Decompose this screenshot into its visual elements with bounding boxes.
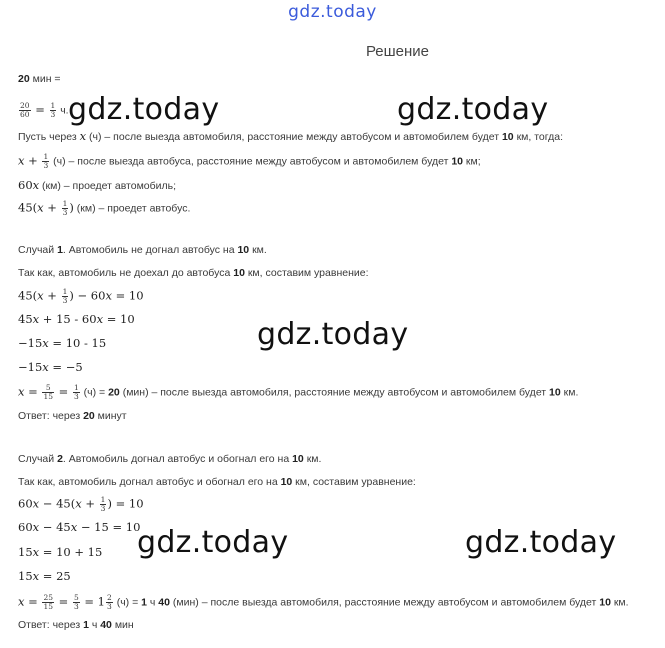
- case1-eq4: −15x = −5: [18, 360, 83, 374]
- case2-eq4: 15x = 25: [18, 569, 71, 583]
- line-minutes: 20 мин =: [18, 73, 61, 85]
- page-heading: Решение: [365, 43, 430, 60]
- watermark: gdz.today: [397, 92, 549, 127]
- case1-since: Так как, автомобиль не доехал до автобуса 10 км, составим уравнение:: [18, 267, 369, 279]
- case1-eq5: x = $\frac{5}{15}$ = $\frac{1}{3}$ (ч) = 20 (мин) – после выезда автомобиля, расстояние между автобусом и автомобилем будет 10 км.: [18, 383, 579, 401]
- case2-eq2: 60x − 45x − 15 = 10: [18, 520, 141, 534]
- line-bus-distance: 45(x + $\frac{1}{3}$ ) (км) – проедет автобус.: [18, 199, 191, 217]
- line-car-distance: 60x (км) – проедет автомобиль;: [18, 178, 177, 192]
- case1-eq2: 45x + 15 - 60x = 10: [18, 312, 135, 326]
- line-x-plus-third: x + $\frac{1}{3}$ (ч) – после выезда автобуса, расстояние между автобусом и автомобилем будет 10 км;: [18, 152, 481, 170]
- case2-answer: Ответ: через 1 ч 40 мин: [18, 619, 134, 631]
- watermark: gdz.today: [68, 92, 220, 127]
- case2-title: Случай 2. Автомобиль догнал автобус и обогнал его на 10 км.: [18, 453, 322, 465]
- case1-eq1: 45(x + $\frac{1}{3}$ ) − 60x = 10: [18, 287, 144, 305]
- watermark: gdz.today: [257, 317, 409, 352]
- case2-eq5: x = $\frac{25}{15}$ = $\frac{5}{3}$ = 1 $\frac{2}{3}$ (ч) = 1 ч 40 (мин) – после выезда автомобиля, расстояние между автобусом и автомобилем будет 10 км.: [18, 593, 629, 611]
- case1-eq3: −15x = 10 - 15: [18, 336, 107, 350]
- watermark: gdz.today: [465, 525, 617, 560]
- site-logo[interactable]: gdz.today: [288, 2, 377, 22]
- case1-title: Случай 1. Автомобиль не догнал автобус на 10 км.: [18, 244, 267, 256]
- watermark: gdz.today: [137, 525, 289, 560]
- case2-since: Так как, автомобиль догнал автобус и обогнал его на 10 км, составим уравнение:: [18, 476, 416, 488]
- case1-answer: Ответ: через 20 минут: [18, 410, 127, 422]
- line-let-x: Пусть через x (ч) – после выезда автомобиля, расстояние между автобусом и автомобилем будет 10 км, тогда:: [18, 129, 563, 143]
- case2-eq3: 15x = 10 + 15: [18, 545, 103, 559]
- case2-eq1: 60x − 45(x + $\frac{1}{3}$ ) = 10: [18, 495, 144, 513]
- line-fraction-hours: $\frac{20}{60}$ = $\frac{1}{3}$ ч.: [20, 101, 69, 119]
